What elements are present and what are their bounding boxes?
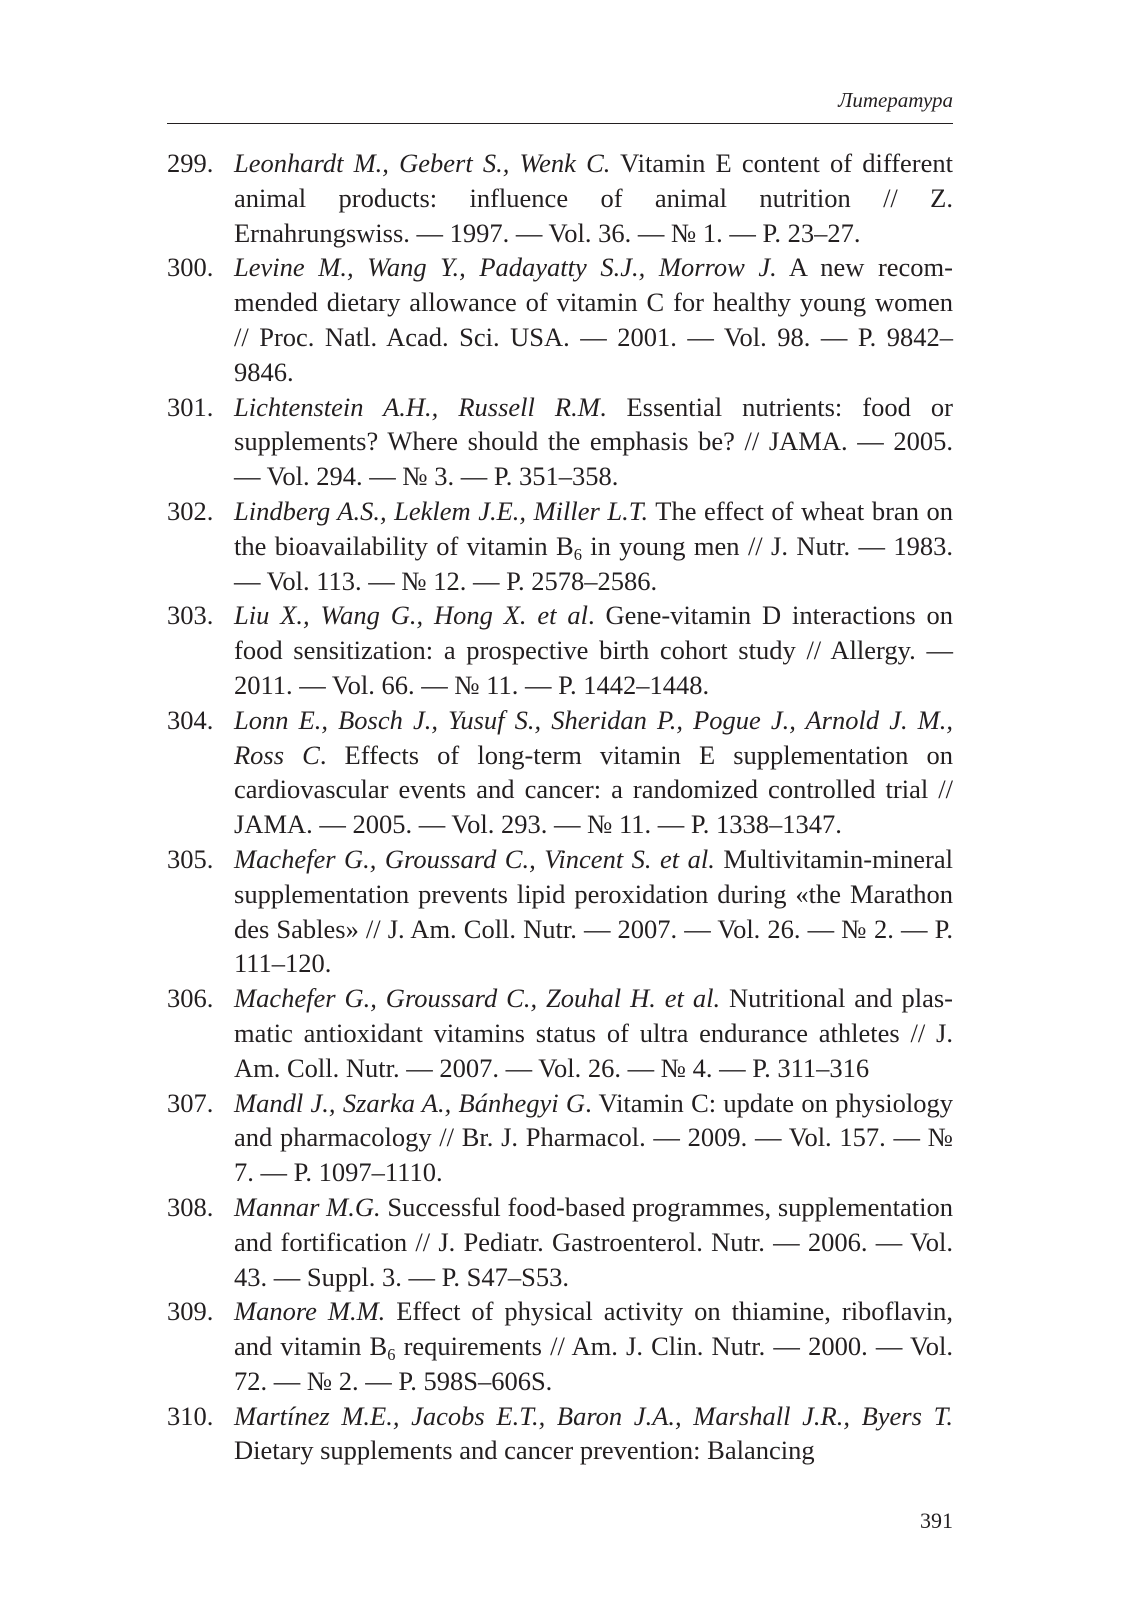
- reference-text-continued: requirements // Am. J. Clin. Nutr. — 2000. — Vol. 72. — № 2. — P. 598S–606S.: [234, 1331, 954, 1396]
- reference-number: 300.: [167, 252, 214, 283]
- reference-item: [167, 494, 953, 598]
- reference-authors: Levine M., Wang Y., Padayatty S.J., Morrow J.: [234, 252, 777, 283]
- reference-text: Successful food-based programmes, supplementation and fortification // J. Pediatr. Gastroenterol. Nutr. — 2006. — Vol. 43. — Suppl. 3. — P. S47–S53.: [234, 1191, 953, 1292]
- reference-item: [167, 1190, 953, 1294]
- reference-item: [167, 703, 953, 842]
- reference-text: Dietary supplements and cancer prevention: Balancing: [234, 1435, 815, 1466]
- reference-authors: Lichtenstein A.H., Russell R.M: [234, 391, 600, 422]
- reference-authors: Machefer G., Groussard C., Zouhal H. et al.: [234, 983, 721, 1014]
- subscript: 6: [387, 1345, 396, 1365]
- reference-item: [167, 1399, 953, 1469]
- reference-authors: Lonn E., Bosch J., Yusuf S., Sheridan P., Pogue J., Arnold J. M., Ross C: [234, 704, 953, 770]
- reference-number: 299.: [167, 148, 214, 178]
- reference-number: 303.: [167, 600, 214, 631]
- reference-authors: Liu X., Wang G., Hong X. et al: [234, 600, 588, 631]
- reference-number: 309.: [167, 1296, 214, 1327]
- reference-number: 305.: [167, 843, 214, 874]
- reference-number: 301.: [167, 391, 214, 422]
- reference-number: 304.: [167, 704, 214, 735]
- reference-authors: Manore M.M.: [234, 1296, 386, 1327]
- running-head: Литература: [838, 88, 953, 112]
- header-rule: [167, 123, 953, 124]
- reference-text: A new recommended dietary allowance of vitamin C for healthy young women // Proc. Natl. Acad. Sci. USA. — 2001. — Vol. 98. — P. 9842–9846.: [234, 252, 953, 387]
- page-number: 391: [920, 1508, 953, 1533]
- reference-item: [167, 390, 953, 494]
- reference-item: [167, 1086, 953, 1190]
- reference-number: 310.: [167, 1400, 214, 1431]
- reference-item: [167, 981, 953, 1085]
- reference-text: Nutritional and plasmatic antioxidant vitamins status of ultra endurance athletes // J. Am. Coll. Nutr. — 2007. — Vol. 26. — № 4. — P. 311–316: [234, 983, 953, 1083]
- reference-item: [167, 842, 953, 981]
- reference-authors: Lindberg A.S., Leklem J.E., Miller L.T.: [234, 495, 649, 526]
- reference-text: Vitamin E content of different animal products: influence of animal nutrition // Z. Ernahrungswiss. — 1997. — Vol. 36. — № 1. — P. 23–27.: [234, 148, 953, 248]
- reference-text: . Gene-vitamin D interactions on food sensitization: a prospective birth cohort study // Allergy. — 2011. — Vol. 66. — № 11. — P. 1442–1448.: [234, 600, 953, 700]
- reference-authors: Machefer G., Groussard C., Vincent S. et al.: [234, 843, 715, 874]
- reference-text: Multivitamin-mineral supplementation prevents lipid peroxidation during «the Marathon des Sables» // J. Am. Coll. Nutr. — 2007. — Vol. 26. — № 2. — P. 111–120.: [234, 843, 954, 979]
- reference-item: [167, 598, 953, 702]
- reference-authors: Mandl J., Szarka A., Bánhegyi G: [234, 1087, 586, 1118]
- reference-item: [167, 146, 953, 250]
- reference-number: 306.: [167, 983, 214, 1014]
- reference-text: Effect of physical activity on thiamine, riboflavin, and vitamin B: [234, 1296, 953, 1362]
- reference-item: [167, 1294, 953, 1398]
- reference-authors: Mannar M.G.: [234, 1191, 381, 1222]
- reference-item: [167, 250, 953, 389]
- reference-text: . Vitamin C: update on physiology and pharmacology // Br. J. Pharmacol. — 2009. — Vol. 157. — № 7. — P. 1097–1110.: [234, 1087, 953, 1188]
- reference-text-continued: in young men // J. Nutr. — 1983. — Vol. 113. — № 12. — P. 2578–2586.: [234, 530, 953, 596]
- reference-text: . Essential nutrients: food or supplements? Where should the emphasis be? // JAMA. — 2005. — Vol. 294. — № 3. — P. 351–358.: [234, 391, 953, 492]
- subscript: 6: [573, 544, 582, 564]
- reference-number: 302.: [167, 495, 214, 526]
- reference-authors: Leonhardt M., Gebert S., Wenk C.: [234, 148, 611, 178]
- reference-authors: Martínez M.E., Jacobs E.T., Baron J.A., Marshall J.R., Byers T.: [234, 1400, 953, 1431]
- reference-text: The effect of wheat bran on the bioavailability of vitamin B: [234, 495, 953, 561]
- reference-list: [167, 146, 953, 1468]
- reference-text: . Effects of long-term vitamin E supplementation on cardiovascular events and cancer: a randomized controlled trial // JAMA. — 2005. — Vol. 293. — № 11. — P. 1338–1347.: [234, 739, 953, 840]
- reference-number: 308.: [167, 1191, 214, 1222]
- reference-number: 307.: [167, 1087, 214, 1118]
